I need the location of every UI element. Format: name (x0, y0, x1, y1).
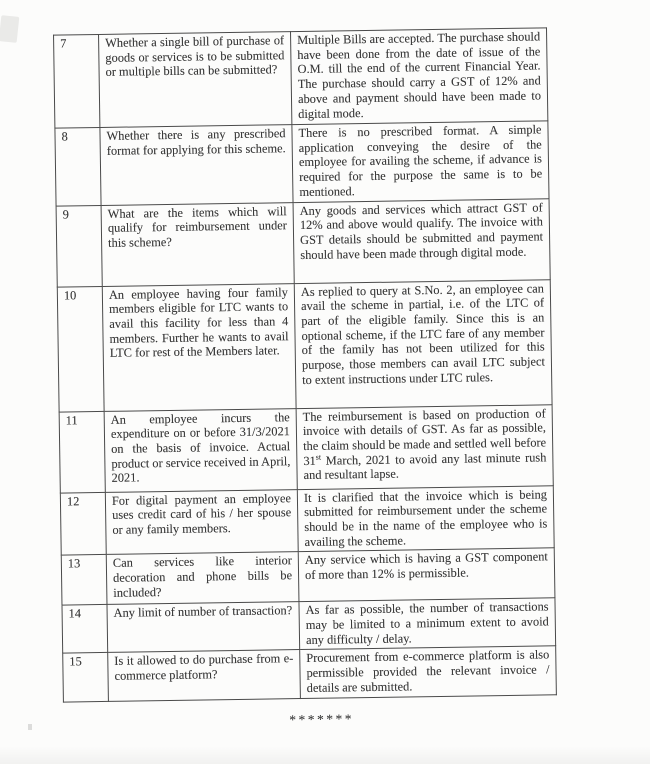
question-cell: Whether a single bill of purchase of goods or services is to be submitted or multiple bills can be submitted? (99, 32, 292, 128)
table-row (57, 279, 552, 411)
answer-text: March, 2021 to avoid any last minute rush and resultant lapse. (303, 450, 547, 483)
answer-cell: Procurement from e-commerce platform is also permissible provided the relevant invoice / details are submitted. (300, 646, 557, 699)
question-cell: What are the items which will qualify for reimbursement under this scheme? (101, 202, 294, 286)
answer-cell: Any service which is having a GST component of more than 12% is permissible. (298, 548, 555, 602)
end-of-document-mark: ******* (289, 711, 355, 728)
faq-table (53, 27, 557, 703)
scan-artifact-speck (28, 724, 32, 730)
table-row (62, 598, 556, 653)
answer-cell: It is clarified that the invoice which is being submitted for reimbursement under the scheme should be in the name of the employee who is availing the scheme. (297, 485, 554, 552)
table-row (55, 121, 549, 206)
table-row (61, 548, 555, 605)
question-cell: Whether there is any prescribed format for applying for this scheme. (100, 125, 293, 205)
question-cell: An employee having four family members eligible for LTC wants to avail this facility for less than 4 members. Further he wants to avail LTC for rest of the Members later. (102, 283, 296, 411)
scanned-content (53, 27, 556, 732)
scan-artifact-smudge (0, 15, 19, 43)
table-row (56, 198, 550, 286)
row-number-cell: 10 (57, 286, 104, 412)
row-number-cell: 11 (59, 411, 105, 493)
answer-cell: Multiple Bills are accepted. The purchase should have been done from the date of issue of the O.M. till the end of the current Financial Year. The purchase should carry a GST of 12% and above and payment should have been made to digital mode. (291, 28, 548, 125)
table-row (60, 485, 554, 555)
row-number-cell: 12 (60, 492, 106, 555)
question-cell: For digital payment an employee uses credit card of his / her spouse or any family members. (105, 489, 298, 555)
row-number-cell: 7 (54, 34, 100, 128)
row-number-cell: 14 (62, 605, 108, 654)
question-cell: Any limit of number of transaction? (107, 602, 300, 653)
answer-cell: Any goods and services which attract GST of 12% and above would qualify. The invoice with GST details should be submitted and payment should have been made through digital mode. (293, 198, 550, 283)
row-number-cell: 8 (55, 127, 101, 205)
answer-cell: There is no prescribed format. A simple application conveying the desire of the employee for availing the scheme, if advance is required for the purpose the same is to be mentioned. (292, 121, 549, 202)
answer-cell (296, 404, 553, 489)
question-cell: An employee incurs the expenditure on or before 31/3/2021 on the basis of invoice. Actual product or service received in April, 2021. (104, 408, 297, 492)
row-number-cell: 9 (56, 205, 102, 287)
table-row (54, 28, 548, 128)
table-row (63, 646, 557, 702)
answer-cell: As far as possible, the number of transactions may be limited to a minimum extent to avoid any difficulty / delay. (299, 598, 556, 650)
answer-text: The reimbursement is based on production of invoice with details of GST. As far as possible, the claim should be made and settled well before 31 (302, 405, 547, 468)
row-number-cell: 13 (61, 555, 107, 606)
row-number-cell: 15 (63, 653, 109, 703)
question-cell: Is it allowed to do purchase from e-commerce platform? (108, 650, 301, 702)
question-cell: Can services like interior decoration and phone bills be included? (106, 552, 299, 605)
ordinal-superscript: st (315, 452, 322, 462)
table-row (59, 404, 553, 492)
answer-cell: As replied to query at S.No. 2, an employee can avail the scheme in partial, i.e. of the LTC of part of the eligible family. Since this is an optional scheme, if the LTC fare of any member of the family has not been utilized for this purpose, those members can avail LTC subject to extent instructions under LTC rules. (294, 279, 552, 408)
